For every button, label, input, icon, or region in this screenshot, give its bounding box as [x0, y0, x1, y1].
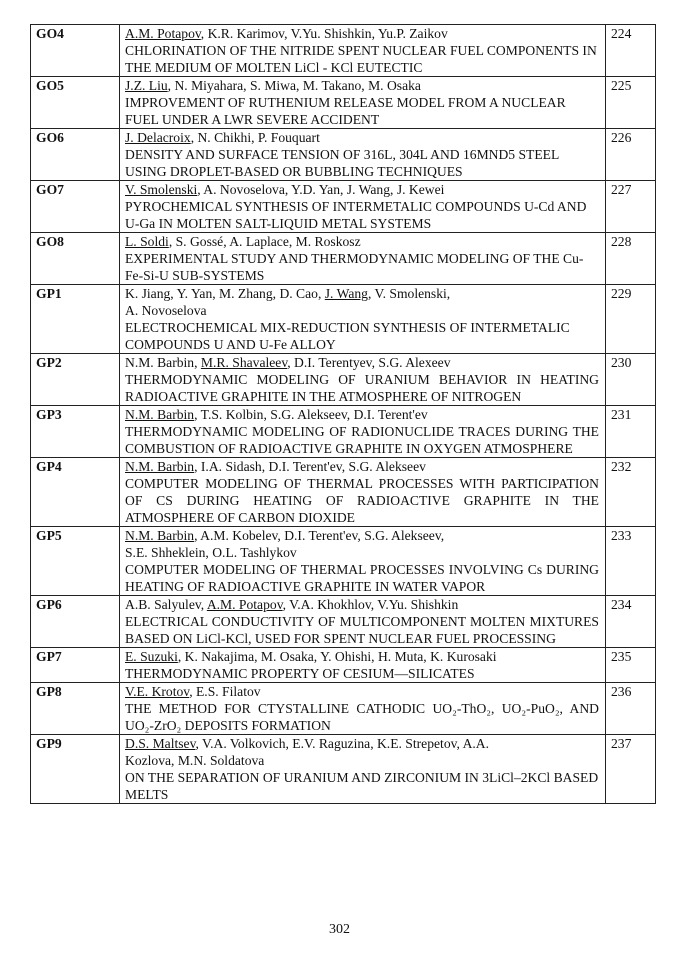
presenting-author: N.M. Barbin: [125, 528, 195, 543]
authors-before-presenter: N.M. Barbin,: [125, 355, 201, 370]
contents-row: [31, 527, 656, 596]
page-reference: 231: [606, 406, 656, 458]
contents-row: [31, 406, 656, 458]
contents-row: [31, 735, 656, 804]
authors-before-presenter: K. Jiang, Y. Yan, M. Zhang, D. Cao,: [125, 286, 325, 301]
authors-after-presenter: , V.A. Khokhlov, V.Yu. Shishkin: [282, 597, 459, 612]
authors-after-presenter: , K. Nakajima, M. Osaka, Y. Ohishi, H. Muta, K. Kurosaki: [177, 649, 497, 664]
paper-code: GO8: [31, 233, 120, 285]
paper-title: THE METHOD FOR CTYSTALLINE CATHODIC UO₂-ThO₂, UO₂-PuO₂, AND UO₂-ZrO₂ DEPOSITS FORMATION: [125, 701, 599, 733]
page-reference: 228: [606, 233, 656, 285]
contents-table: [30, 24, 656, 804]
author-list: [125, 596, 599, 613]
presenting-author: N.M. Barbin: [125, 407, 195, 422]
page-reference: 234: [606, 596, 656, 648]
author-list: [125, 527, 599, 544]
paper-code: GP4: [31, 458, 120, 527]
paper-entry: [120, 648, 606, 683]
author-list: [125, 77, 599, 94]
page-reference: 230: [606, 354, 656, 406]
authors-after-presenter: , T.S. Kolbin, S.G. Alekseev, D.I. Terent'ev: [194, 407, 428, 422]
presenting-author: N.M. Barbin: [125, 459, 195, 474]
paper-title: THERMODYNAMIC MODELING OF RADIONUCLIDE TRACES DURING THE COMBUSTION OF RADIOACTIVE GRAPHITE IN OXYGEN ATMOSPHERE: [125, 424, 599, 456]
paper-code: GP8: [31, 683, 120, 735]
contents-row: [31, 77, 656, 129]
contents-row: [31, 25, 656, 77]
authors-after-presenter: , A. Novoselova, Y.D. Yan, J. Wang, J. Kewei: [197, 182, 445, 197]
presenting-author: J.Z. Liu: [125, 78, 168, 93]
contents-row: [31, 683, 656, 735]
authors-after-presenter: , V.A. Volkovich, E.V. Raguzina, K.E. Strepetov, A.A.: [195, 736, 490, 751]
paper-entry: [120, 25, 606, 77]
paper-code: GP1: [31, 285, 120, 354]
authors-after-presenter: , A.M. Kobelev, D.I. Terent'ev, S.G. Alekseev,: [194, 528, 445, 543]
page-reference: 237: [606, 735, 656, 804]
paper-entry: [120, 527, 606, 596]
author-list: [125, 129, 599, 146]
author-list-continued: A. Novoselova: [125, 303, 207, 318]
paper-entry: [120, 285, 606, 354]
authors-after-presenter: , K.R. Karimov, V.Yu. Shishkin, Yu.P. Zaikov: [200, 26, 448, 41]
paper-entry: [120, 181, 606, 233]
paper-code: GP7: [31, 648, 120, 683]
authors-after-presenter: , S. Gossé, A. Laplace, M. Roskosz: [168, 234, 361, 249]
presenting-author: A.M. Potapov: [206, 597, 283, 612]
contents-row: [31, 596, 656, 648]
authors-before-presenter: A.B. Salyulev,: [125, 597, 207, 612]
author-list: [125, 233, 599, 250]
authors-after-presenter: , D.I. Terentyev, S.G. Alexeev: [287, 355, 451, 370]
paper-title: THERMODYNAMIC MODELING OF URANIUM BEHAVIOR IN HEATING RADIOACTIVE GRAPHITE IN THE ATMOSPHERE OF NITROGEN: [125, 372, 599, 404]
contents-table-body: [31, 25, 656, 804]
paper-entry: [120, 683, 606, 735]
presenting-author: J. Wang: [324, 286, 368, 301]
author-list: [125, 648, 599, 665]
paper-title: DENSITY AND SURFACE TENSION OF 316L, 304L AND 16MND5 STEEL USING DROPLET-BASED OR BUBBLING TECHNIQUES: [125, 147, 559, 179]
authors-after-presenter: , N. Miyahara, S. Miwa, M. Takano, M. Osaka: [167, 78, 421, 93]
author-list: [125, 683, 599, 700]
paper-code: GO5: [31, 77, 120, 129]
page-reference: 225: [606, 77, 656, 129]
contents-row: [31, 354, 656, 406]
page-reference: 226: [606, 129, 656, 181]
contents-row: [31, 648, 656, 683]
page-reference: 232: [606, 458, 656, 527]
paper-title: COMPUTER MODELING OF THERMAL PROCESSES WITH PARTICIPATION OF CS DURING HEATING OF RADIOACTIVE GRAPHITE IN THE ATMOSPHERE OF CARBON DIOXIDE: [125, 476, 599, 525]
presenting-author: V.E. Krotov: [125, 684, 190, 699]
page-reference: 235: [606, 648, 656, 683]
paper-code: GP3: [31, 406, 120, 458]
paper-code: GO7: [31, 181, 120, 233]
paper-code: GP2: [31, 354, 120, 406]
presenting-author: M.R. Shavaleev: [200, 355, 288, 370]
presenting-author: E. Suzuki: [125, 649, 178, 664]
contents-row: [31, 233, 656, 285]
presenting-author: L. Soldi: [125, 234, 169, 249]
paper-title: THERMODYNAMIC PROPERTY OF CESIUM—SILICATES: [125, 666, 475, 681]
paper-code: GP6: [31, 596, 120, 648]
author-list: [125, 735, 599, 752]
paper-code: GO4: [31, 25, 120, 77]
paper-entry: [120, 233, 606, 285]
author-list: [125, 25, 599, 42]
page-reference: 229: [606, 285, 656, 354]
author-list: [125, 458, 599, 475]
paper-entry: [120, 129, 606, 181]
author-list: [125, 285, 599, 302]
paper-title: COMPUTER MODELING OF THERMAL PROCESSES INVOLVING Cs DURING HEATING OF RADIOACTIVE GRAPHITE IN WATER VAPOR: [125, 562, 599, 594]
presenting-author: V. Smolenski: [125, 182, 198, 197]
paper-title: ELECTRICAL CONDUCTIVITY OF MULTICOMPONENT MOLTEN MIXTURES BASED ON LiCl-KCl, USED FOR SPENT NUCLEAR FUEL PROCESSING: [125, 614, 599, 646]
paper-entry: [120, 354, 606, 406]
author-list-continued: S.E. Shheklein, O.L. Tashlykov: [125, 545, 297, 560]
page-reference: 236: [606, 683, 656, 735]
paper-code: GP9: [31, 735, 120, 804]
page-reference: 233: [606, 527, 656, 596]
page-number: 302: [329, 922, 350, 937]
paper-title: PYROCHEMICAL SYNTHESIS OF INTERMETALIC COMPOUNDS U-Cd AND U-Ga IN MOLTEN SALT-LIQUID METAL SYSTEMS: [125, 199, 587, 231]
presenting-author: A.M. Potapov: [125, 26, 201, 41]
paper-entry: [120, 406, 606, 458]
paper-title: ON THE SEPARATION OF URANIUM AND ZIRCONIUM IN 3LiCl–2KCl BASED MELTS: [125, 770, 599, 802]
paper-title: CHLORINATION OF THE NITRIDE SPENT NUCLEAR FUEL COMPONENTS IN THE MEDIUM OF MOLTEN LiCl - KCl EUTECTIC: [125, 43, 597, 75]
presenting-author: D.S. Maltsev: [125, 736, 196, 751]
author-list: [125, 406, 599, 423]
authors-after-presenter: , I.A. Sidash, D.I. Terent'ev, S.G. Alekseev: [194, 459, 426, 474]
paper-title: EXPERIMENTAL STUDY AND THERMODYNAMIC MODELING OF THE Cu-Fe-Si-U SUB-SYSTEMS: [125, 251, 584, 283]
page-reference: 227: [606, 181, 656, 233]
paper-entry: [120, 458, 606, 527]
contents-row: [31, 181, 656, 233]
authors-after-presenter: , N. Chikhi, P. Fouquart: [190, 130, 320, 145]
presenting-author: J. Delacroix: [125, 130, 191, 145]
paper-title: IMPROVEMENT OF RUTHENIUM RELEASE MODEL FROM A NUCLEAR FUEL UNDER A LWR SEVERE ACCIDENT: [125, 95, 566, 127]
paper-entry: [120, 735, 606, 804]
paper-code: GP5: [31, 527, 120, 596]
paper-entry: [120, 596, 606, 648]
author-list: [125, 181, 599, 198]
author-list: [125, 354, 599, 371]
contents-row: [31, 129, 656, 181]
contents-row: [31, 285, 656, 354]
contents-row: [31, 458, 656, 527]
page-reference: 224: [606, 25, 656, 77]
author-list-continued: Kozlova, M.N. Soldatova: [125, 753, 265, 768]
paper-entry: [120, 77, 606, 129]
paper-code: GO6: [31, 129, 120, 181]
authors-after-presenter: , V. Smolenski,: [367, 286, 451, 301]
paper-title: ELECTROCHEMICAL MIX-REDUCTION SYNTHESIS OF INTERMETALIC COMPOUNDS U AND U-Fe ALLOY: [125, 320, 570, 352]
authors-after-presenter: , E.S. Filatov: [189, 684, 261, 699]
